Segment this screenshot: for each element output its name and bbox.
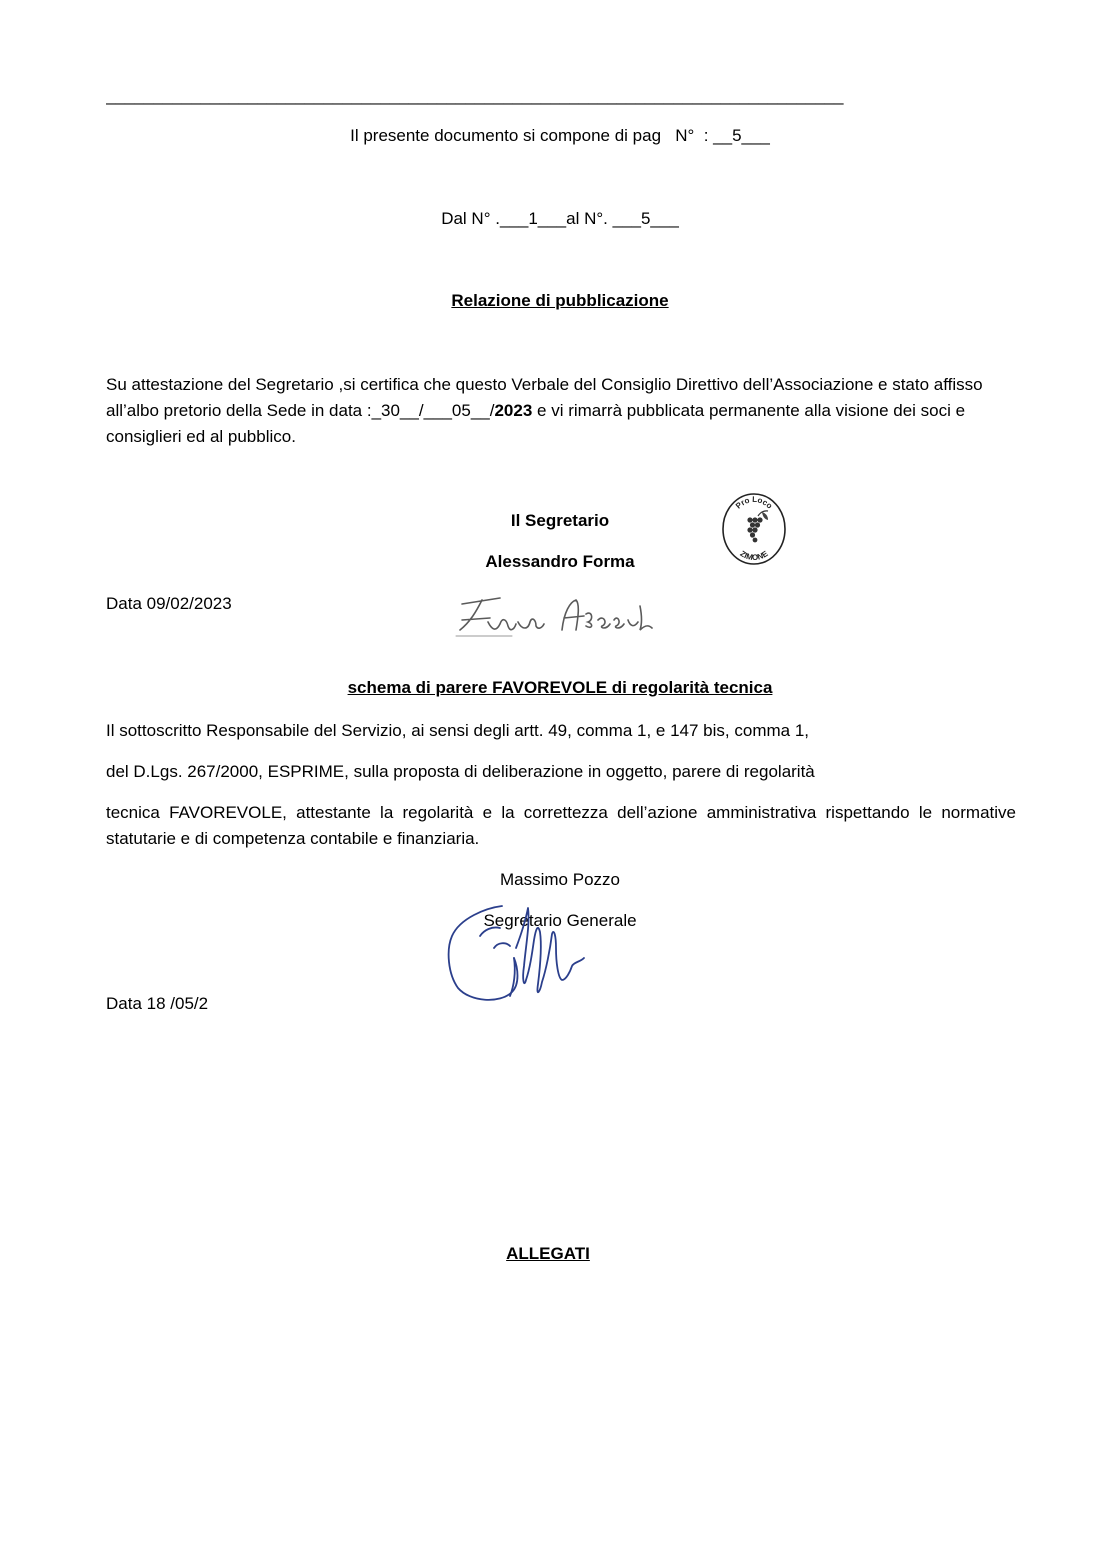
secretary-name: Alessandro Forma (485, 552, 635, 571)
publication-text-1: Su attestazione del Segretario ,si certifica che questo Verbale del Consiglio Direttivo dell’Associazione e stato affisso all’albo pretorio della Sede in data :_30__/___05__/ (106, 375, 983, 420)
attachments-title: ALLEGATI (506, 1244, 590, 1263)
opinion-title: schema di parere FAVOREVOLE di regolarità tecnica (347, 678, 773, 697)
header-rule: ______________________________________________________________________________ (106, 86, 844, 105)
stamp-top-text: Pro Loco (733, 494, 775, 511)
publication-text-2: e vi rimarrà pubblicata permanente alla visione dei soci e consiglieri ed al pubblico. (106, 401, 966, 446)
publication-title: Relazione di pubblicazione (451, 291, 669, 310)
stamp-bottom-text: ZIMONE (738, 549, 770, 563)
secretary-role: Il Segretario (510, 511, 610, 530)
page-range-line: Dal N° .___1___al N°. ___5___ (441, 209, 679, 228)
grape-icon (747, 511, 768, 543)
opinion-line-1: Il sottoscritto Responsabile del Servizio, ai sensi degli artt. 49, comma 1, e 147 bis, comma 1, (106, 721, 809, 740)
signatory-name: Massimo Pozzo (500, 870, 620, 889)
opinion-date: Data 18 /05/2 (106, 994, 209, 1013)
signature-pozzo (440, 888, 590, 1008)
svg-text:ZIMONE (738, 549, 770, 563)
signature-forma (452, 590, 662, 642)
page-count-line: Il presente documento si compone di pag N° : __5___ (350, 126, 770, 145)
publication-year: 2023 (494, 401, 533, 420)
opinion-line-3: tecnica FAVOREVOLE, attestante la regolarità e la correttezza dell’azione amministrativa rispettando le normative statutarie e di competenza contabile e finanziaria. (106, 803, 1016, 848)
opinion-line-2: del D.Lgs. 267/2000, ESPRIME, sulla proposta di deliberazione in oggetto, parere di regolarità (106, 762, 815, 781)
publication-paragraph (106, 372, 1016, 450)
signatory-role: Segretario Generale (483, 911, 637, 930)
publication-date: Data 09/02/2023 (106, 594, 232, 613)
pro-loco-stamp (718, 490, 790, 568)
